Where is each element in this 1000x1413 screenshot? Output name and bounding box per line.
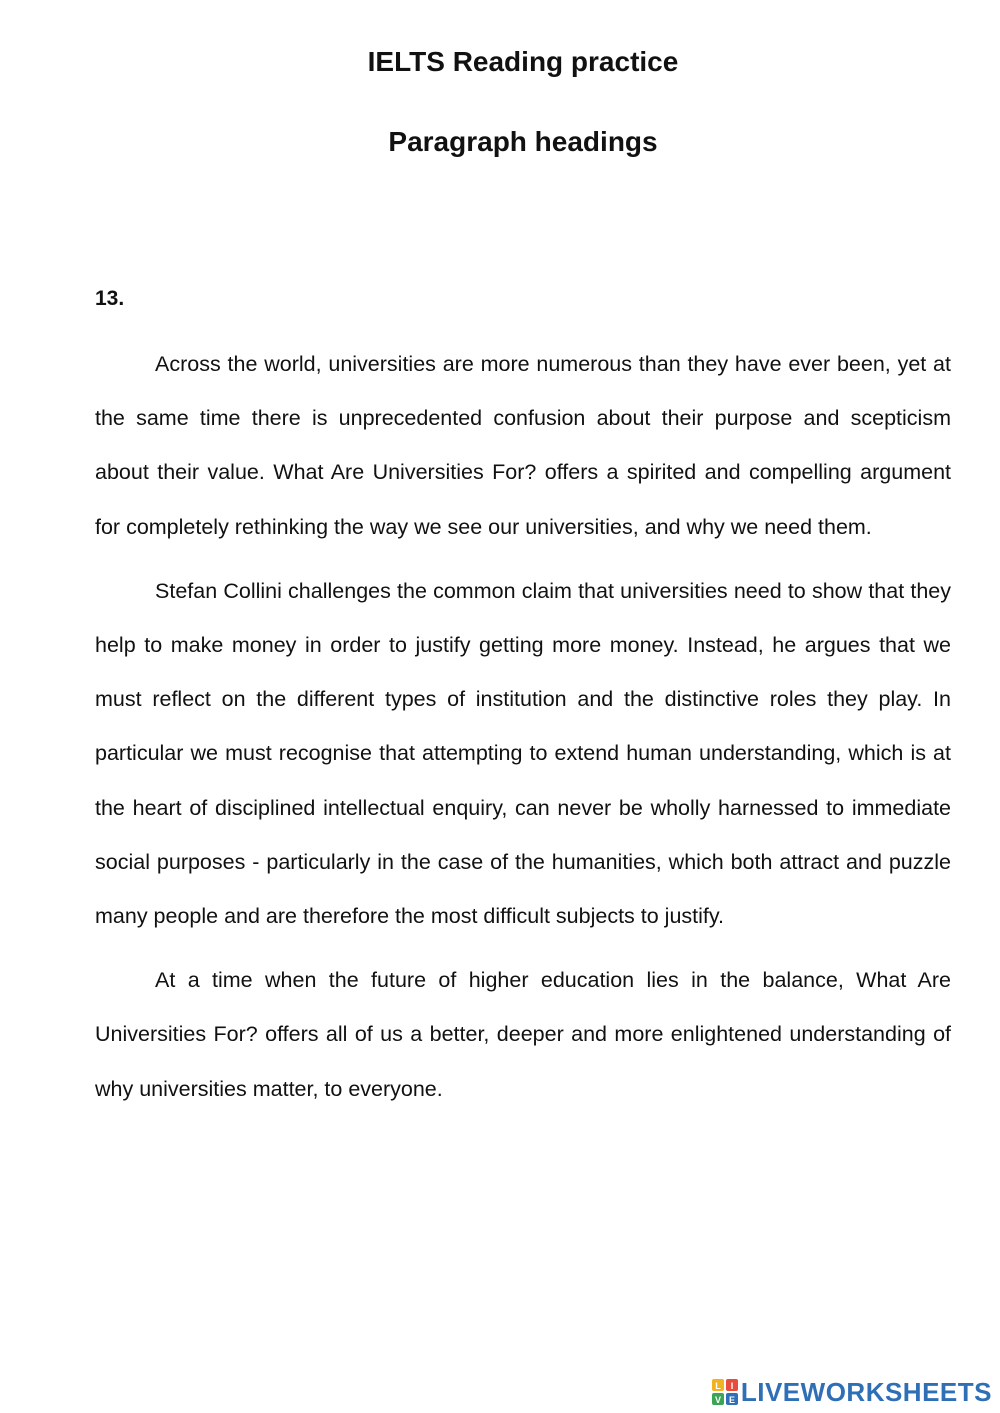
svg-text:E: E [728,1395,735,1405]
passage-paragraph-2: Stefan Collini challenges the common claim that universities need to show that they help to make money in order to justify getting more money. Instead, he argues that we must reflect on the different types of institution and the distinctive roles they play. In particular we must recognise that attempting to extend human understanding, which is at the heart of disciplined intellectual enquiry, can never be wholly harnessed to immediate social purposes - particularly in the case of the humanities, which both attract and puzzle many people and are therefore the most difficult subjects to justify. [95,578,951,929]
page-title: IELTS Reading practice [367,46,679,77]
svg-text:V: V [714,1395,721,1405]
passage-paragraph-1: Across the world, universities are more numerous than they have ever been, yet at the same time there is unprecedented confusion about their purpose and scepticism about their value. What Are Universities For? offers a spirited and compelling argument for completely rethinking the way we see our universities, and why we need them. [95,352,951,539]
svg-text:L: L [715,1381,721,1391]
logo-text: LIVEWORKSHEETS [740,1376,992,1407]
question-number: 13. [95,287,125,310]
page-subtitle: Paragraph headings [388,126,658,157]
passage-paragraph-3: At a time when the future of higher education lies in the balance, What Are Universities For? offers all of us a better, deeper and more enlightened understanding of why universities matter, to everyone. [95,968,951,1101]
reading-passage [95,337,951,1126]
liveworksheets-logo [712,1375,992,1409]
svg-text:I: I [730,1381,734,1391]
liveworksheets-logo-icon [712,1379,738,1405]
